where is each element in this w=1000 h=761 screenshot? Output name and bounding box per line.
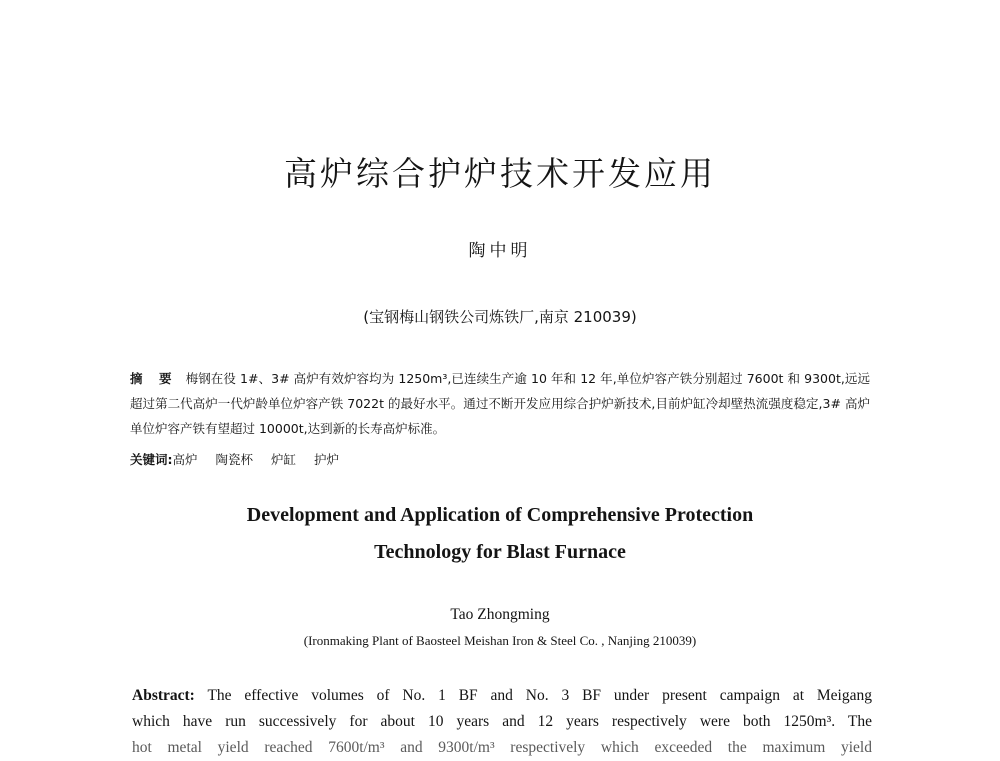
english-abstract bbox=[132, 683, 872, 761]
english-title bbox=[0, 497, 1000, 571]
chinese-title: 高炉综合护炉技术开发应用 bbox=[284, 154, 716, 193]
english-affiliation: (Ironmaking Plant of Baosteel Meishan Iron & Steel Co. , Nanjing 210039) bbox=[303, 633, 697, 648]
english-abstract-line: which have run successively for about 10 years and 12 years respectively were both 1250m³. The bbox=[132, 713, 872, 730]
english-abstract-line: hot metal yield reached 7600t/m³ and 9300t/m³ respectively which exceeded the maximum yield bbox=[132, 739, 872, 756]
chinese-keywords-label: 关键词: bbox=[130, 452, 173, 467]
keyword: 护炉 bbox=[314, 452, 340, 467]
english-abstract-label: Abstract: bbox=[132, 687, 195, 704]
chinese-abstract bbox=[130, 366, 870, 441]
keyword: 炉缸 bbox=[271, 452, 297, 467]
english-title-line: Development and Application of Comprehensive Protection bbox=[246, 504, 754, 526]
keyword: 陶瓷杯 bbox=[215, 452, 254, 467]
english-abstract-line bbox=[132, 683, 872, 709]
english-author: Tao Zhongming bbox=[450, 606, 550, 623]
keyword: 高炉 bbox=[172, 452, 198, 467]
english-title-line: Technology for Blast Furnace bbox=[374, 541, 626, 563]
chinese-author: 陶中明 bbox=[468, 241, 532, 261]
chinese-affiliation: (宝钢梅山钢铁公司炼铁厂,南京 210039) bbox=[363, 308, 637, 326]
english-abstract-text: The effective volumes of No. 1 BF and No. 3 BF under present campaign at Meigang bbox=[207, 687, 872, 704]
chinese-abstract-text: 梅钢在役 1#、3# 高炉有效炉容均为 1250m³,已连续生产逾 10 年和 12 年,单位炉容产铁分别超过 7600t 和 9300t,远远超过第二代高炉一代炉龄单位炉容产铁 7022t 的最好水平。通过不断开发应用综合护炉新技术,目前炉缸冷却壁热流强度稳定,3# 高炉单位炉容产铁有望超过 10000t,达到新的长寿高炉标准。 bbox=[130, 371, 871, 436]
chinese-abstract-label: 摘 要 bbox=[130, 371, 178, 386]
chinese-keywords bbox=[130, 450, 870, 468]
